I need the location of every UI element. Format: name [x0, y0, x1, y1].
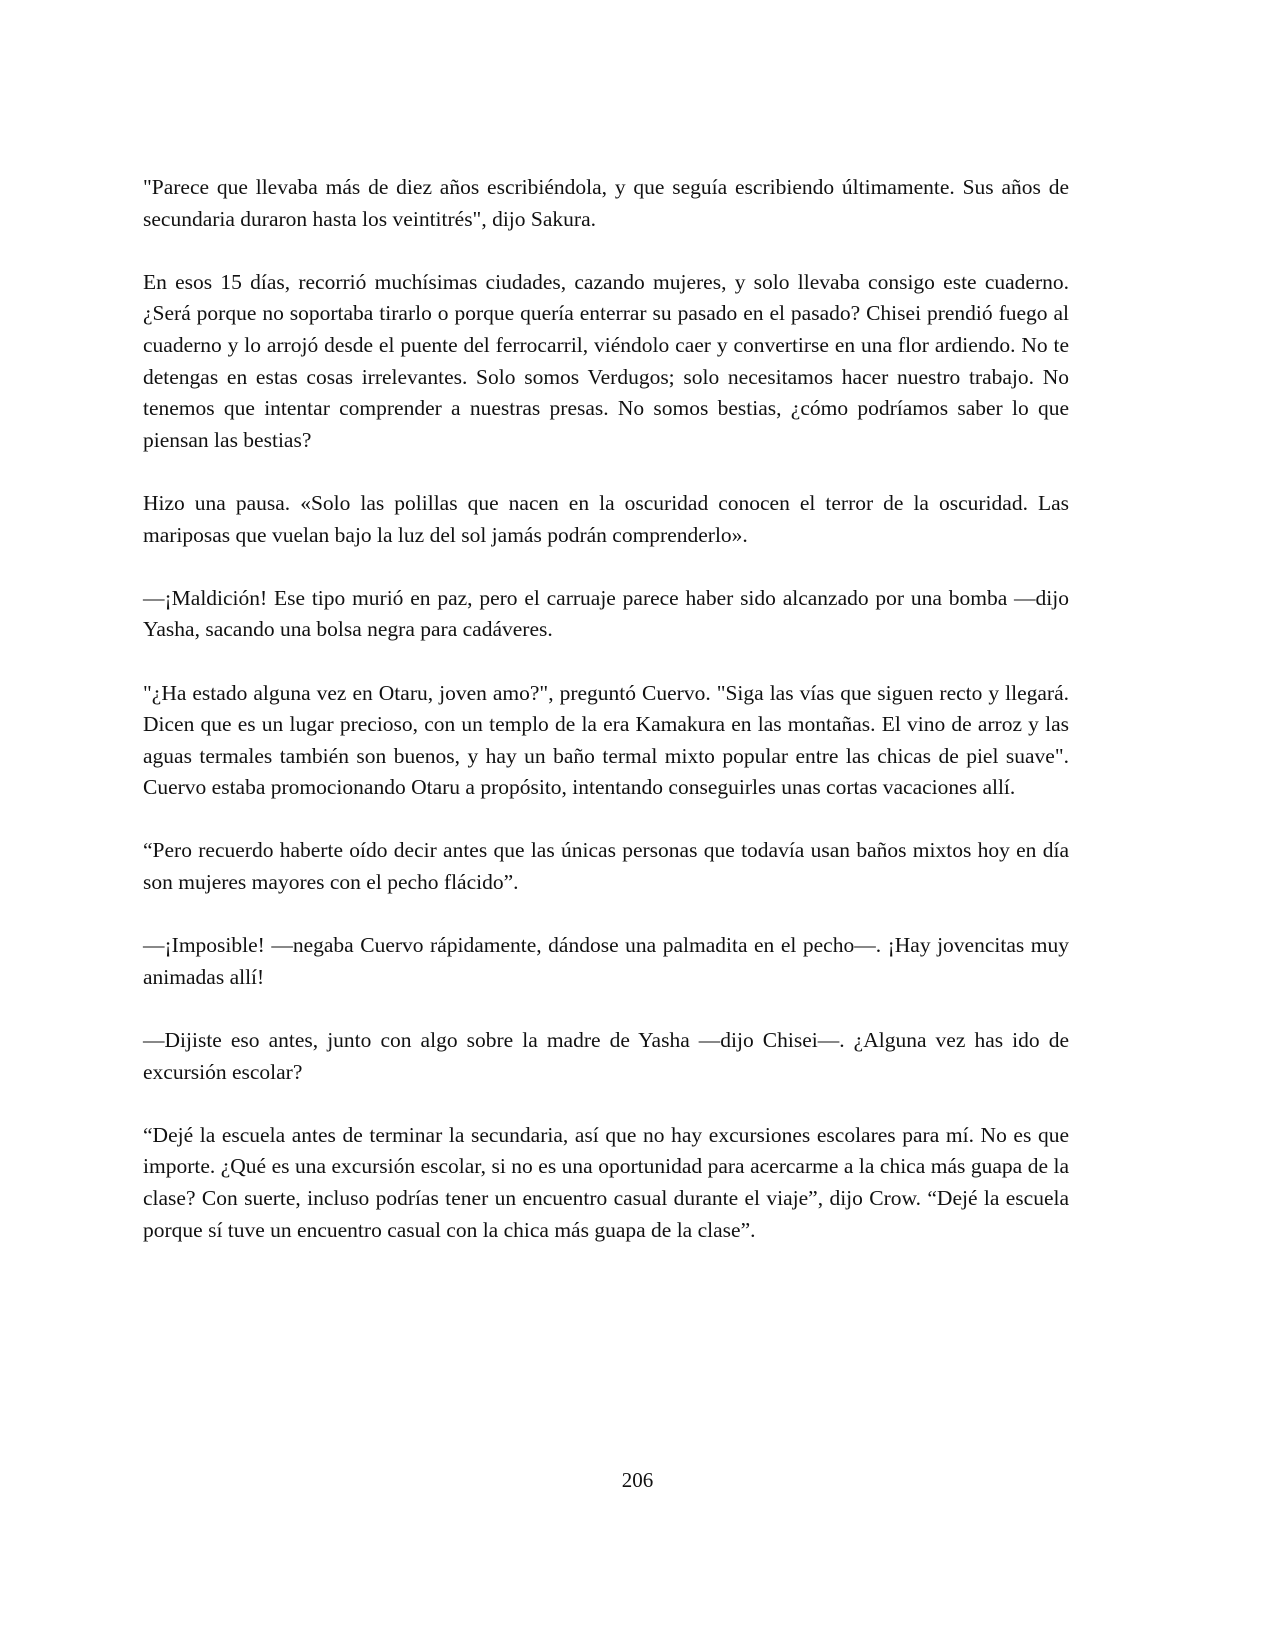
page-number: 206 [621, 1468, 654, 1492]
paragraph: Hizo una pausa. «Solo las polillas que nacen en la oscuridad conocen el terror de la oscuridad. Las mariposas que vuelan bajo la luz del sol jamás podrán comprenderlo». [143, 490, 1069, 547]
paragraph: En esos 15 días, recorrió muchísimas ciudades, cazando mujeres, y solo llevaba consigo este cuaderno. ¿Será porque no soportaba tirarlo o porque quería enterrar su pasado en el pasado? Chisei prendió fuego al cuaderno y lo arrojó desde el puente del ferrocarril, viéndolo caer y convertirse en una flor ardiendo. No te detengas en estas cosas irrelevantes. Solo somos Verdugos; solo necesitamos hacer nuestro trabajo. No tenemos que intentar comprender a nuestras presas. No somos bestias, ¿cómo podríamos saber lo que piensan las bestias? [143, 269, 1069, 452]
paragraph: —¡Imposible! —negaba Cuervo rápidamente, dándose una palmadita en el pecho—. ¡Hay jovencitas muy animadas allí! [143, 933, 1069, 989]
paragraph: —¡Maldición! Ese tipo murió en paz, pero el carruaje parece haber sido alcanzado por una bomba —dijo Yasha, sacando una bolsa negra para cadáveres. [143, 585, 1069, 642]
paragraph: —Dijiste eso antes, junto con algo sobre la madre de Yasha —dijo Chisei—. ¿Alguna vez has ido de excursión escolar? [143, 1028, 1069, 1084]
page-body [143, 172, 1069, 1278]
paragraph: "¿Ha estado alguna vez en Otaru, joven amo?", preguntó Cuervo. "Siga las vías que siguen recto y llegará. Dicen que es un lugar precioso, con un templo de la era Kamakura en las montañas. El vino de arroz y las aguas termales también son buenos, y hay un baño termal mixto popular entre las chicas de piel suave". Cuervo estaba promocionando Otaru a propósito, intentando conseguirles unas cortas vacaciones allí. [143, 680, 1069, 800]
paragraph: “Dejé la escuela antes de terminar la secundaria, así que no hay excursiones escolares para mí. No es que importe. ¿Qué es una excursión escolar, si no es una oportunidad para acercarme a la chica más guapa de la clase? Con suerte, incluso podrías tener un encuentro casual durante el viaje”, dijo Crow. “Dejé la escuela porque sí tuve un encuentro casual con la chica más guapa de la clase”. [143, 1122, 1069, 1242]
paragraph: "Parece que llevaba más de diez años escribiéndola, y que seguía escribiendo últimamente. Sus años de secundaria duraron hasta los veintitrés", dijo Sakura. [143, 175, 1069, 231]
paragraph: “Pero recuerdo haberte oído decir antes que las únicas personas que todavía usan baños mixtos hoy en día son mujeres mayores con el pecho flácido”. [143, 838, 1069, 895]
